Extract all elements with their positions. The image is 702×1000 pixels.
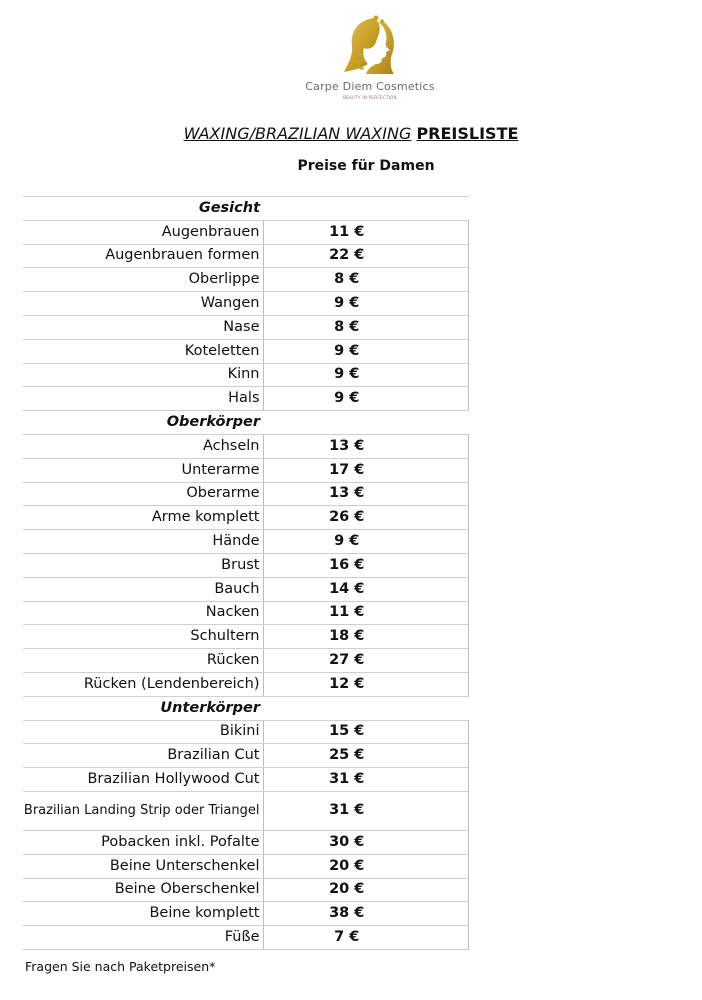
service-name: Oberarme (23, 482, 263, 506)
table-row (23, 577, 469, 601)
service-price: 8 € (263, 315, 469, 339)
service-name: Arme komplett (23, 506, 263, 530)
service-name: Pobacken inkl. Pofalte (23, 830, 263, 854)
table-row (23, 553, 469, 577)
title-preisliste: PREISLISTE (416, 124, 519, 143)
service-name: Augenbrauen formen (23, 244, 263, 268)
service-name: Bauch (23, 577, 263, 601)
service-price: 27 € (263, 649, 469, 673)
brand-logo (300, 14, 440, 104)
table-row (23, 672, 469, 696)
brand-tagline: BEAUTY IN PERFECTION (343, 95, 397, 100)
section-heading: Gesicht (23, 197, 263, 221)
service-name: Koteletten (23, 339, 263, 363)
service-name: Achseln (23, 434, 263, 458)
service-price: 14 € (263, 577, 469, 601)
service-price: 17 € (263, 458, 469, 482)
table-row (23, 902, 469, 926)
service-price: 26 € (263, 506, 469, 530)
service-price: 11 € (263, 220, 469, 244)
table-row (23, 363, 469, 387)
service-price: 16 € (263, 553, 469, 577)
table-row (23, 926, 469, 950)
service-price: 25 € (263, 744, 469, 768)
service-name: Unterarme (23, 458, 263, 482)
service-price: 38 € (263, 902, 469, 926)
section-header-row (23, 411, 469, 435)
table-row (23, 649, 469, 673)
table-row (23, 268, 469, 292)
service-price: 9 € (263, 292, 469, 316)
service-price: 7 € (263, 926, 469, 950)
table-row (23, 768, 469, 792)
service-name: Wangen (23, 292, 263, 316)
service-name: Bikini (23, 720, 263, 744)
service-price: 18 € (263, 625, 469, 649)
service-name: Brazilian Landing Strip oder Triangel (23, 791, 263, 830)
service-price: 9 € (263, 530, 469, 554)
service-price: 31 € (263, 768, 469, 792)
service-price: 31 € (263, 791, 469, 830)
service-price: 9 € (263, 363, 469, 387)
section-heading-spacer (263, 197, 469, 221)
service-price: 8 € (263, 268, 469, 292)
service-name: Brust (23, 553, 263, 577)
woman-profile-logo-icon (338, 14, 402, 78)
table-row (23, 244, 469, 268)
service-price: 11 € (263, 601, 469, 625)
service-name: Rücken (23, 649, 263, 673)
service-price: 22 € (263, 244, 469, 268)
service-name: Nacken (23, 601, 263, 625)
page-title (0, 124, 702, 144)
service-name: Beine komplett (23, 902, 263, 926)
service-price: 9 € (263, 387, 469, 411)
service-name: Rücken (Lendenbereich) (23, 672, 263, 696)
section-heading-spacer (263, 411, 469, 435)
table-row (23, 339, 469, 363)
table-row (23, 830, 469, 854)
service-price: 13 € (263, 434, 469, 458)
section-heading-spacer (263, 696, 469, 720)
page-subtitle: Preise für Damen (297, 158, 435, 174)
table-row (23, 720, 469, 744)
title-waxing: WAXING/BRAZILIAN WAXING (183, 124, 412, 143)
service-name: Kinn (23, 363, 263, 387)
table-row (23, 744, 469, 768)
service-name: Beine Oberschenkel (23, 878, 263, 902)
service-name: Hals (23, 387, 263, 411)
service-price: 20 € (263, 854, 469, 878)
section-header-row (23, 696, 469, 720)
service-name: Oberlippe (23, 268, 263, 292)
table-row (23, 791, 469, 830)
table-row (23, 387, 469, 411)
price-table-body (23, 197, 469, 950)
section-heading: Oberkörper (23, 411, 263, 435)
service-name: Brazilian Hollywood Cut (23, 768, 263, 792)
service-name: Hände (23, 530, 263, 554)
service-name: Beine Unterschenkel (23, 854, 263, 878)
table-row (23, 434, 469, 458)
table-row (23, 878, 469, 902)
service-price: 15 € (263, 720, 469, 744)
section-header-row (23, 197, 469, 221)
table-row (23, 506, 469, 530)
service-name: Schultern (23, 625, 263, 649)
table-row (23, 220, 469, 244)
service-price: 20 € (263, 878, 469, 902)
table-row (23, 482, 469, 506)
service-name: Füße (23, 926, 263, 950)
table-row (23, 292, 469, 316)
table-row (23, 315, 469, 339)
service-price: 30 € (263, 830, 469, 854)
price-table (23, 196, 469, 950)
table-row (23, 625, 469, 649)
section-heading: Unterkörper (23, 696, 263, 720)
service-name: Brazilian Cut (23, 744, 263, 768)
service-price: 12 € (263, 672, 469, 696)
service-price: 13 € (263, 482, 469, 506)
service-price: 9 € (263, 339, 469, 363)
service-name: Augenbrauen (23, 220, 263, 244)
table-row (23, 458, 469, 482)
footer-note: Fragen Sie nach Paketpreisen* (25, 959, 216, 974)
table-row (23, 601, 469, 625)
table-row (23, 854, 469, 878)
brand-name: Carpe Diem Cosmetics (305, 80, 435, 93)
service-name: Nase (23, 315, 263, 339)
table-row (23, 530, 469, 554)
